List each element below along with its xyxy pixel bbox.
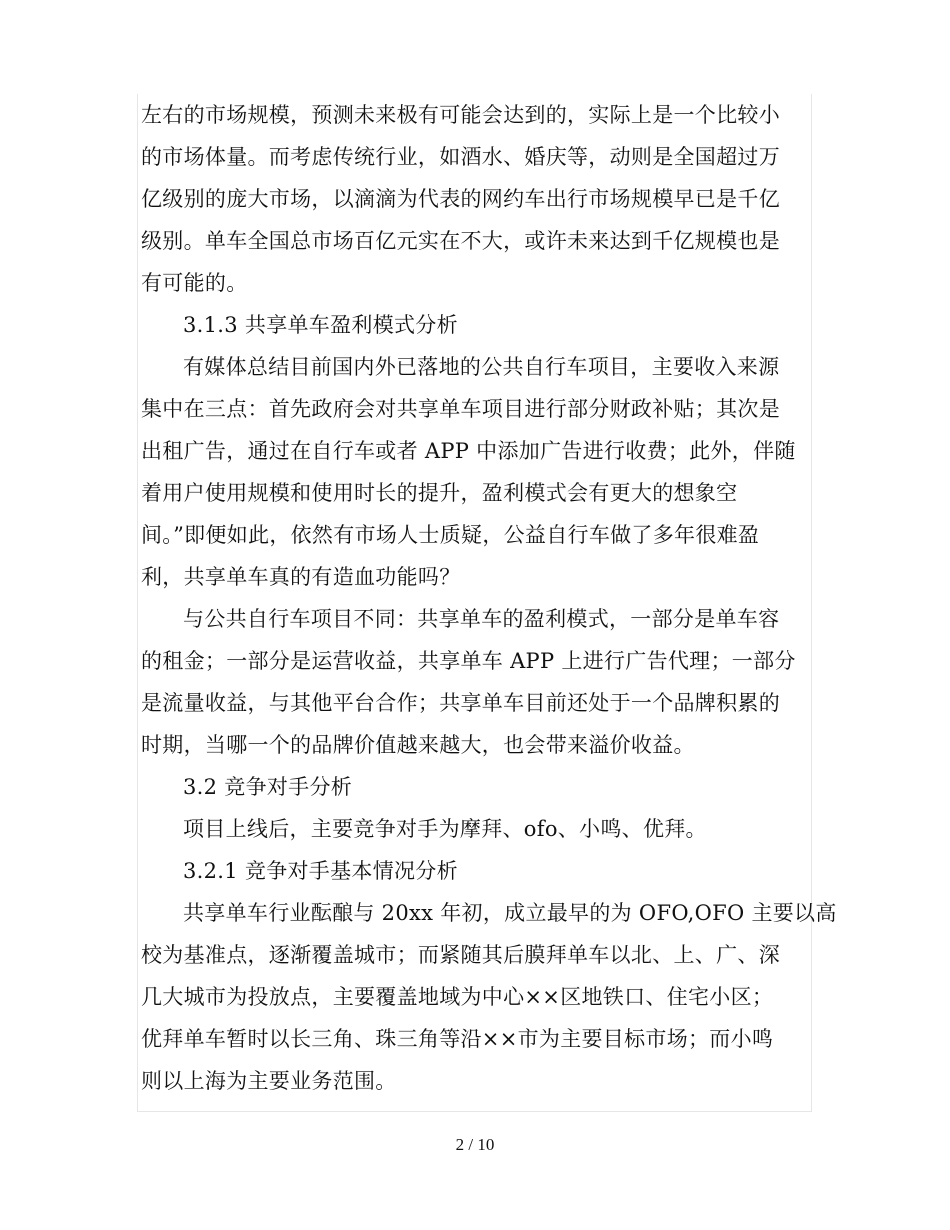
text-line: 的租金；一部分是运营收益，共享单车 APP 上进行广告代理；一部分: [141, 649, 796, 673]
text-line: 项目上线后，主要竞争对手为摩拜、ofo、小鸣、优拜。: [183, 817, 707, 841]
text-line: 3.2.1 竞争对手基本情况分析: [183, 859, 458, 883]
text-line: 左右的市场规模，预测未来极有可能会达到的，实际上是一个比较小: [141, 103, 780, 127]
text-line: 3.2 竞争对手分析: [183, 775, 353, 799]
text-line: 共享单车行业酝酿与 20xx 年初，成立最早的为 OFO,OFO 主要以高: [183, 901, 837, 925]
text-line: 有可能的。: [141, 271, 248, 295]
text-line: 利，共享单车真的有造血功能吗？: [141, 565, 461, 589]
text-line: 级别。单车全国总市场百亿元实在不大，或许未来达到千亿规模也是: [141, 229, 780, 253]
text-line: 出租广告，通过在自行车或者 APP 中添加广告进行收费；此外，伴随: [141, 439, 796, 463]
text-line: 集中在三点：首先政府会对共享单车项目进行部分财政补贴；其次是: [141, 397, 780, 421]
text-line: 与公共自行车项目不同：共享单车的盈利模式，一部分是单车容: [183, 607, 780, 631]
text-line: 亿级别的庞大市场，以滴滴为代表的网约车出行市场规模早已是千亿: [141, 187, 780, 211]
text-line: 时期，当哪一个的品牌价值越来越大，也会带来溢价收益。: [141, 733, 695, 757]
text-line: 3.1.3 共享单车盈利模式分析: [183, 313, 458, 337]
text-line: 有媒体总结目前国内外已落地的公共自行车项目，主要收入来源: [183, 355, 780, 379]
document-body: [141, 94, 837, 1102]
text-line: 着用户使用规模和使用时长的提升，盈利模式会有更大的想象空: [141, 481, 738, 505]
page-number: 2 / 10: [455, 1135, 495, 1154]
text-line: 间。”即便如此，依然有市场人士质疑，公益自行车做了多年很难盈: [141, 523, 760, 547]
text-line: 的市场体量。而考虑传统行业，如酒水、婚庆等，动则是全国超过万: [141, 145, 780, 169]
text-line: 校为基准点，逐渐覆盖城市；而紧随其后膜拜单车以北、上、广、深: [141, 943, 780, 967]
text-line: 则以上海为主要业务范围。: [141, 1069, 397, 1093]
text-line: 几大城市为投放点，主要覆盖地域为中心××区地铁口、住宅小区；: [141, 985, 774, 1009]
text-line: 优拜单车暂时以长三角、珠三角等沿××市为主要目标市场；而小鸣: [141, 1027, 774, 1051]
text-line: 是流量收益，与其他平台合作；共享单车目前还处于一个品牌积累的: [141, 691, 780, 715]
